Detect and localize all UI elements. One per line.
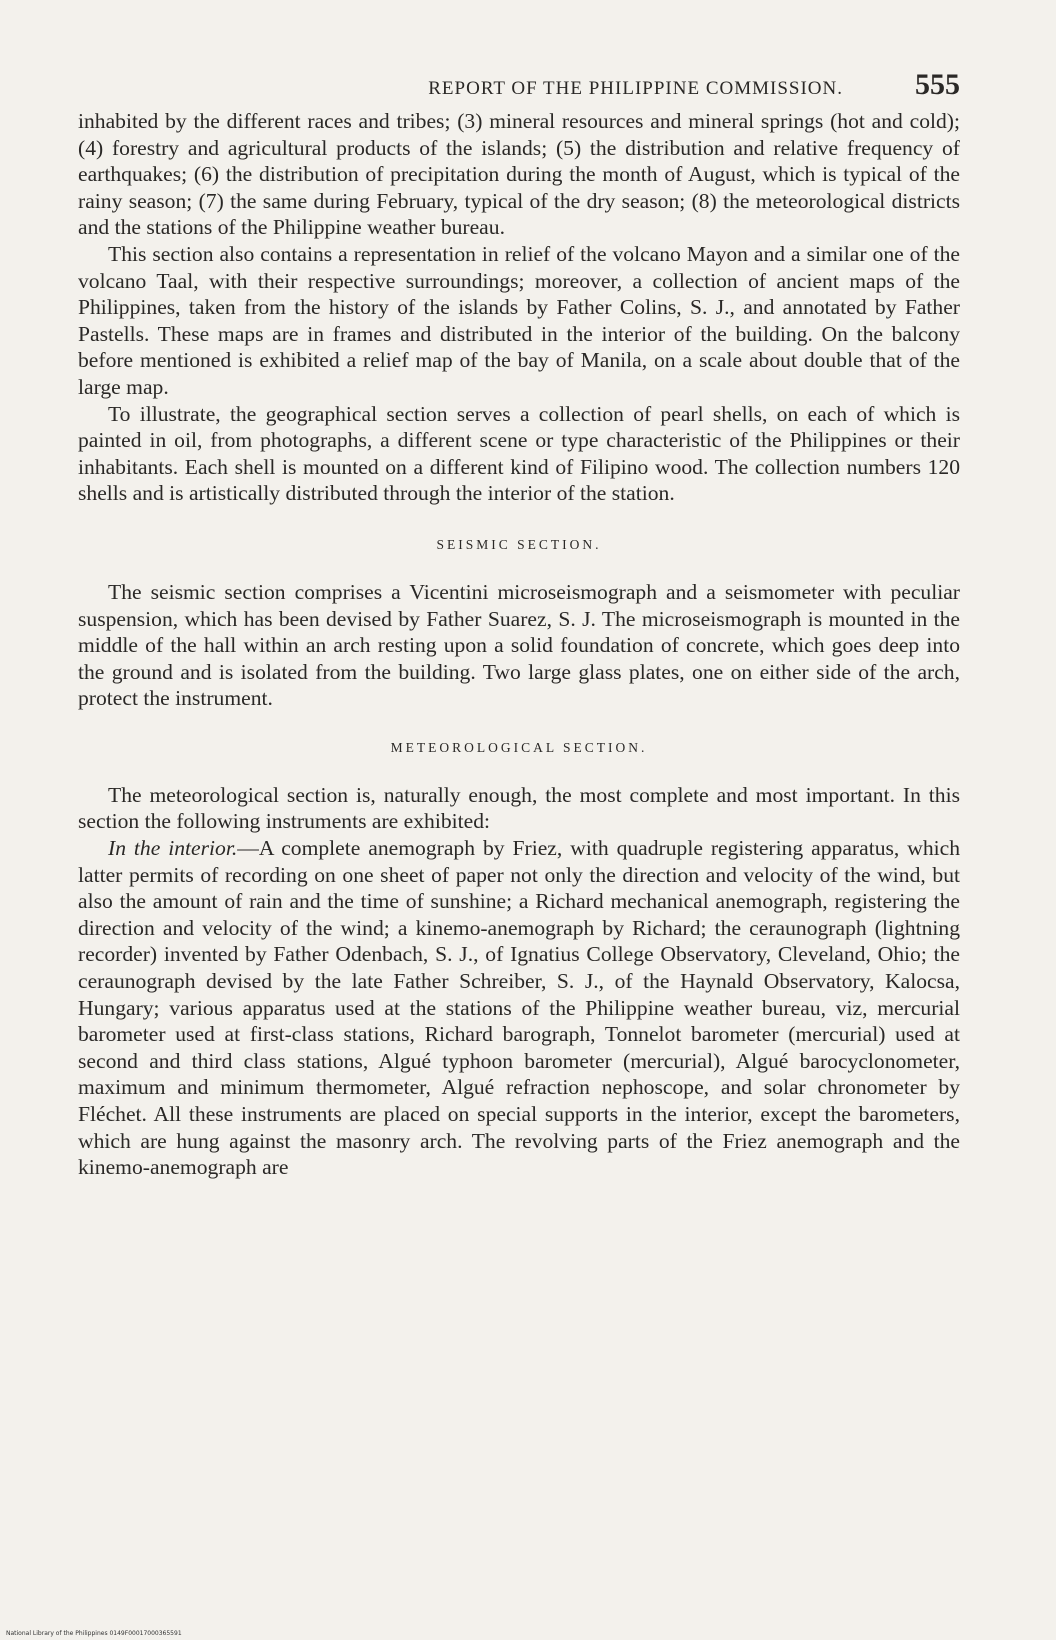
paragraph-relief-maps: This section also contains a representation in relief of the volcano Mayon and a similar one of the volcano Taal, with their respective surroundings; moreover, a collection of ancient maps of the Philippines, taken from the history of the islands by Father Colins, S. J., and annotated by Father Pastells. These maps are in frames and distributed in the interior of the building. On the balcony before mentioned is exhibited a relief map of the bay of Manila, on a scale about double that of the large map. — [78, 241, 960, 399]
body-text — [78, 108, 960, 1181]
seismic-section-heading: SEISMIC SECTION. — [436, 536, 602, 552]
running-head: REPORT OF THE PHILIPPINE COMMISSION. — [428, 78, 843, 99]
paragraph-pearl-shells: To illustrate, the geographical section serves a collection of pearl shells, on each of which is painted in oil, from photographs, a different scene or type characteristic of the Philippines or their inhabitants. Each shell is mounted on a different kind of Filipino wood. The collection numbers 120 shells and is artistically distributed through the interior of the station. — [78, 401, 960, 506]
page-header — [78, 68, 960, 104]
paragraph-continuation: inhabited by the different races and tribes; (3) mineral resources and mineral springs (hot and cold); (4) forestry and agricultural products of the islands; (5) the distribution and relative frequency of earthquakes; (6) the distribution of precipitation during the month of August, which is typical of the rainy season; (7) the same during February, typical of the dry season; (8) the meteorological districts and the stations of the Philippine weather bureau. — [78, 109, 960, 240]
paragraph-seismic: The seismic section comprises a Vicentini microseismograph and a seismometer with peculiar suspension, which has been devised by Father Suarez, S. J. The microseismograph is mounted in the middle of the hall within an arch resting upon a solid foundation of concrete, which goes deep into the ground and is isolated from the building. Two large glass plates, one on either side of the arch, protect the instrument. — [78, 579, 960, 711]
interior-text: —A complete anemograph by Friez, with quadruple registering apparatus, which latter permits of recording on one sheet of paper not only the direction and velocity of the wind, but also the amount of rain and the time of sunshine; a Richard mechanical anemograph, registering the direction and velocity of the wind; a kinemo-anemograph by Richard; the ceraunograph (lightning recorder) invented by Father Odenbach, S. J., of Ignatius College Observatory, Cleveland, Ohio; the ceraunograph devised by the late Father Schreiber, S. J., of the Haynald Observatory, Kalocsa, Hungary; various apparatus used at the stations of the Philippine weather bureau, viz, mercurial barometer used at first-class stations, Richard barograph, Tonnelot barometer (mercurial) used at second and third class stations, Algué typhoon barometer (mercurial), Algué barocyclonometer, maximum and minimum thermometer, Algué refraction nephoscope, and solar chronometer by Fléchet. All these instruments are placed on special supports in the interior, except the barometers, which are hung against the masonry arch. The revolving parts of the Friez anemograph and the kinemo-anemograph are — [78, 836, 961, 1180]
meteorological-section-heading: METEOROLOGICAL SECTION. — [390, 739, 648, 755]
footer-credit: National Library of the Philippines 0149F00017000365591 — [6, 1630, 182, 1637]
paragraph-meteorological-intro: The meteorological section is, naturally enough, the most complete and most important. In this section the following instruments are exhibited: — [78, 782, 960, 834]
page-number: 555 — [915, 68, 960, 101]
interior-lead: In the interior. — [108, 836, 238, 861]
paragraph-interior-instruments — [78, 835, 960, 1181]
